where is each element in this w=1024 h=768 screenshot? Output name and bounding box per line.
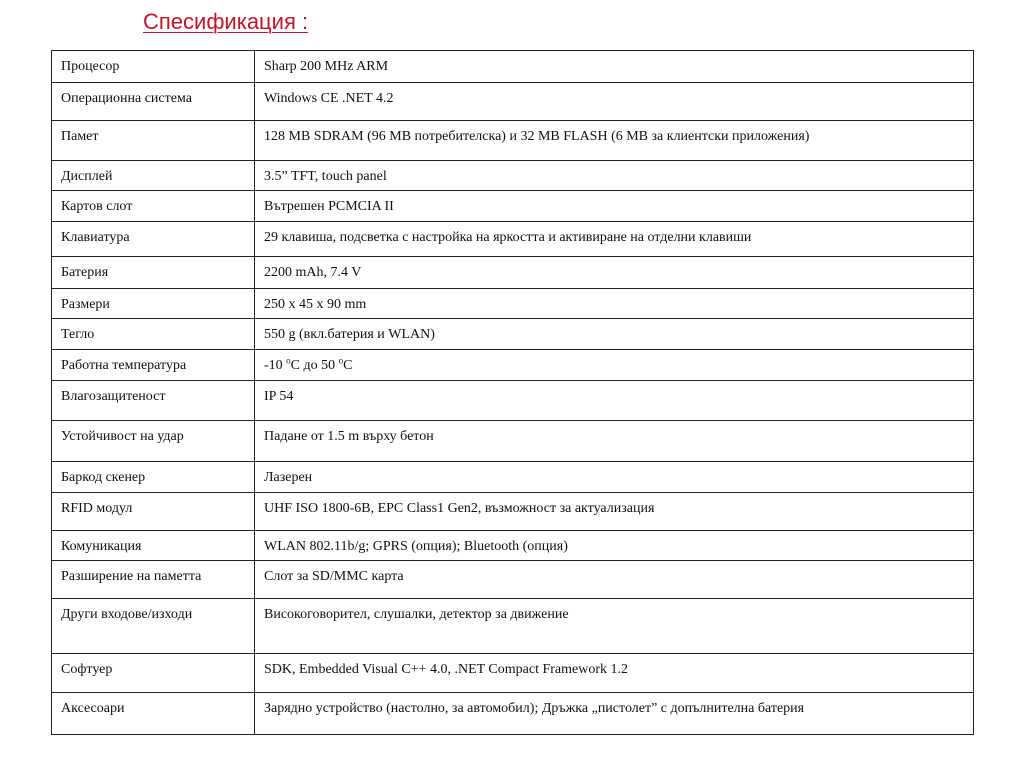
spec-value: Слот за SD/MMC карта <box>255 561 974 599</box>
spec-label: Работна температура <box>52 350 255 381</box>
table-row <box>52 222 974 257</box>
spec-label: Батерия <box>52 257 255 289</box>
spec-label: RFID модул <box>52 493 255 531</box>
spec-value-temperature <box>255 350 974 381</box>
spec-label: Устойчивост на удар <box>52 421 255 462</box>
spec-value: WLAN 802.11b/g; GPRS (опция); Bluetooth (опция) <box>255 531 974 561</box>
table-row <box>52 421 974 462</box>
temperature-from: -10 <box>264 358 287 373</box>
table-row <box>52 462 974 493</box>
spec-label: Влагозащитеност <box>52 381 255 421</box>
table-row <box>52 599 974 654</box>
spec-value: Падане от 1.5 m върху бетон <box>255 421 974 462</box>
spec-label: Операционна система <box>52 83 255 121</box>
spec-label: Софтуер <box>52 654 255 693</box>
spec-value: 128 MB SDRAM (96 MB потребителска) и 32 MB FLASH (6 MB за клиентски приложения) <box>255 121 974 161</box>
table-row <box>52 531 974 561</box>
table-row <box>52 654 974 693</box>
table-row <box>52 121 974 161</box>
spec-label: Комуникация <box>52 531 255 561</box>
table-row <box>52 51 974 83</box>
degree-symbol: o <box>286 355 291 366</box>
spec-value: Зарядно устройство (настолно, за автомобил); Дръжка „пистолет” с допълнителна батерия <box>255 693 974 735</box>
spec-label: Баркод скенер <box>52 462 255 493</box>
spec-table <box>51 50 974 735</box>
table-row <box>52 191 974 222</box>
spec-value: 29 клавиша, подсветка с настройка на яркостта и активиране на отделни клавиши <box>255 222 974 257</box>
spec-label: Разширение на паметта <box>52 561 255 599</box>
spec-label: Дисплей <box>52 161 255 191</box>
spec-label: Клавиатура <box>52 222 255 257</box>
spec-label: Аксесоари <box>52 693 255 735</box>
degree-symbol: o <box>338 355 344 366</box>
spec-value: Лазерен <box>255 462 974 493</box>
temperature-to: C до 50 <box>290 358 339 373</box>
temperature-unit: C <box>343 358 353 373</box>
table-row <box>52 493 974 531</box>
spec-value: IP 54 <box>255 381 974 421</box>
table-row <box>52 350 974 381</box>
spec-value: Sharp 200 MHz ARM <box>255 51 974 83</box>
spec-label: Картов слот <box>52 191 255 222</box>
table-row <box>52 381 974 421</box>
spec-value: UHF ISO 1800-6B, EPC Class1 Gen2, възможност за актуализация <box>255 493 974 531</box>
spec-value: SDK, Embedded Visual C++ 4.0, .NET Compact Framework 1.2 <box>255 654 974 693</box>
table-row <box>52 161 974 191</box>
spec-value: 3.5” TFT, touch panel <box>255 161 974 191</box>
table-row <box>52 319 974 350</box>
spec-label: Процесор <box>52 51 255 83</box>
spec-value: Windows CE .NET 4.2 <box>255 83 974 121</box>
spec-label: Памет <box>52 121 255 161</box>
spec-label: Размери <box>52 289 255 319</box>
table-row <box>52 83 974 121</box>
table-row <box>52 693 974 735</box>
table-row <box>52 561 974 599</box>
spec-value: 2200 mAh, 7.4 V <box>255 257 974 289</box>
spec-label: Други входове/изходи <box>52 599 255 654</box>
spec-value: Вътрешен PCMCIA II <box>255 191 974 222</box>
table-row <box>52 289 974 319</box>
spec-value: 250 x 45 x 90 mm <box>255 289 974 319</box>
table-row <box>52 257 974 289</box>
spec-value: 550 g (вкл.батерия и WLAN) <box>255 319 974 350</box>
spec-label: Тегло <box>52 319 255 350</box>
spec-value: Високоговорител, слушалки, детектор за движение <box>255 599 974 654</box>
page-title: Спесификация : <box>143 9 309 34</box>
